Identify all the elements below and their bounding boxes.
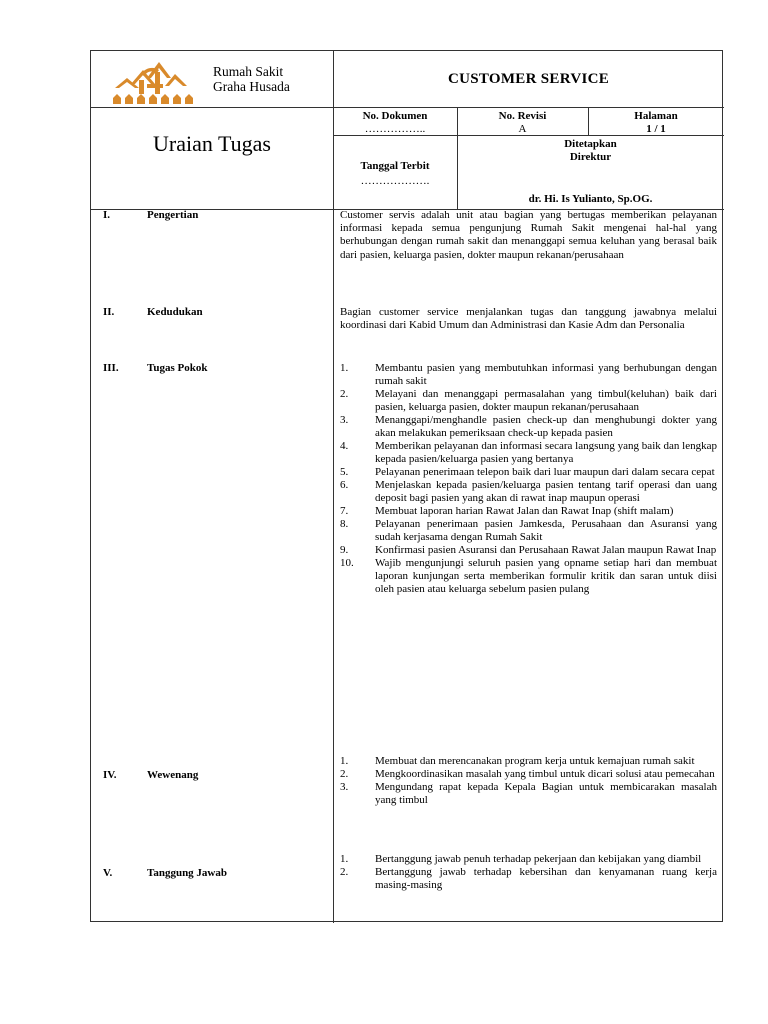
no-dokumen-value: …………….. — [364, 122, 426, 135]
no-revisi-cell — [457, 110, 588, 135]
list-item — [340, 362, 717, 388]
section-4-title: Wewenang — [147, 769, 199, 781]
hospital-name — [213, 64, 290, 94]
list-item — [340, 853, 717, 866]
list-item-text: Pelayanan penerimaan telepon baik dari luar maupun dari dalam secara cepat — [375, 466, 715, 478]
list-item — [340, 557, 717, 596]
no-dokumen-label: No. Dokumen — [362, 110, 428, 122]
list-item-number: 2. — [340, 866, 349, 878]
list-item-text: Wajib mengunjungi seluruh pasien yang opname setiap hari dan membuat laporan kunjungan serta memberikan formulir kritik dan saran untuk diisi oleh pasien atau keluarga sebelum pasien pulang — [375, 557, 717, 595]
section-4-number: IV. — [103, 769, 117, 781]
section-1-number: I. — [103, 209, 111, 221]
list-item-text: Mengkoordinasikan masalah yang timbul untuk dicari solusi atau pemecahan — [375, 768, 715, 780]
list-item-text: Membantu pasien yang membutuhkan informasi yang berhubungan dengan rumah sakit — [375, 362, 717, 387]
list-item — [340, 440, 717, 466]
list-item-text: Menjelaskan kepada pasien/keluarga pasien tentang tarif operasi dan uang deposit bagi pasien yang akan di rawat inap maupun operasi — [375, 479, 717, 504]
list-item-number: 3. — [340, 414, 349, 426]
no-dokumen-cell — [333, 110, 457, 135]
list-item-number: 10. — [340, 557, 354, 569]
halaman-label: Halaman — [634, 110, 678, 122]
list-item-number: 1. — [340, 853, 349, 865]
section-5-list — [340, 853, 717, 892]
list-item-number: 9. — [340, 544, 349, 556]
list-item — [340, 544, 717, 557]
section-3-title: Tugas Pokok — [147, 362, 208, 374]
list-item — [340, 866, 717, 892]
hospital-name-line1: Rumah Sakit — [213, 64, 284, 79]
section-4-list — [340, 755, 717, 807]
section-2-number: II. — [103, 306, 115, 318]
list-item-text: Membuat dan merencanakan program kerja untuk kemajuan rumah sakit — [375, 755, 695, 767]
tanggal-terbit-value: ………………. — [360, 175, 430, 187]
section-1-title: Pengertian — [147, 209, 199, 221]
list-item-text: Bertanggung jawab terhadap kebersihan dan kenyamanan ruang kerja masing-masing — [375, 866, 717, 891]
list-item-number: 7. — [340, 505, 349, 517]
list-item-text: Melayani dan menanggapi permasalahan yang timbul(keluhan) baik dari pasien, keluarga pasien, dokter maupun rekanan/perusahaan — [375, 388, 717, 413]
section-1-text: Customer servis adalah unit atau bagian yang bertugas memberikan pelayanan informasi kepada semua pengunjung Rumah Sakit mengenai hal-hal yang berhubungan dengan rumah sakit dan menanggapi semua keluhan yang berasal baik dari pasien, keluarga pasien, dokter maupun rekanan/perusahaan — [340, 209, 717, 261]
ditetapkan-label: Ditetapkan — [564, 138, 617, 150]
list-item-number: 1. — [340, 755, 349, 767]
ditetapkan-cell — [457, 138, 724, 163]
list-item-number: 2. — [340, 768, 349, 780]
no-revisi-value: A — [518, 122, 527, 135]
list-item — [340, 768, 717, 781]
list-item — [340, 518, 717, 544]
list-item-text: Menanggapi/menghandle pasien check-up dan menghubungi dokter yang akan melakukan pemeriksaan check-up kepada pasien — [375, 414, 717, 439]
list-item — [340, 388, 717, 414]
section-2-title: Kedudukan — [147, 306, 203, 318]
list-item-text: Bertanggung jawab penuh terhadap pekerjaan dan kebijakan yang diambil — [375, 853, 702, 865]
tanggal-terbit-cell — [333, 159, 457, 189]
list-item-text: Pelayanan penerimaan pasien Jamkesda, Perusahaan dan Asuransi yang sudah kerjasama dengan Rumah Sakit — [375, 518, 717, 543]
section-3-number: III. — [103, 362, 119, 374]
list-item — [340, 505, 717, 518]
list-item-number: 2. — [340, 388, 349, 400]
halaman-value: 1 / 1 — [646, 122, 666, 135]
section-3-list — [340, 362, 717, 596]
signatory-name: dr. Hi. Is Yulianto, Sp.OG. — [528, 193, 653, 205]
section-5-number: V. — [103, 867, 113, 879]
direktur-label: Direktur — [569, 150, 612, 163]
list-item — [340, 414, 717, 440]
list-item-number: 3. — [340, 781, 349, 793]
list-item-number: 4. — [340, 440, 349, 452]
document-type: Uraian Tugas — [153, 131, 271, 156]
list-item-number: 1. — [340, 362, 349, 374]
no-revisi-label: No. Revisi — [498, 110, 547, 122]
halaman-cell — [588, 110, 724, 135]
list-item — [340, 479, 717, 505]
list-item — [340, 781, 717, 807]
doc-info-line — [333, 135, 724, 136]
document-title: CUSTOMER SERVICE — [447, 71, 610, 87]
list-item-number: 5. — [340, 466, 349, 478]
sop-document — [90, 50, 723, 922]
list-item — [340, 466, 717, 479]
list-item-text: Membuat laporan harian Rawat Jalan dan Rawat Inap (shift malam) — [375, 505, 674, 517]
list-item-text: Mengundang rapat kepada Kepala Bagian untuk membicarakan masalah yang timbul — [375, 781, 717, 806]
list-item — [340, 755, 717, 768]
list-item-text: Memberikan pelayanan dan informasi secara langsung yang baik dan lengkap kepada pasien/keluarga pasien yang bertanya — [375, 440, 717, 465]
body-divider — [333, 209, 334, 923]
list-item-number: 6. — [340, 479, 349, 491]
section-2-text: Bagian customer service menjalankan tugas dan tanggung jawabnya melalui koordinasi dari Kabid Umum dan Administrasi dan Kasie Adm dan Personalia — [340, 306, 717, 332]
tanggal-terbit-label: Tanggal Terbit — [360, 160, 430, 172]
list-item-number: 8. — [340, 518, 349, 530]
list-item-text: Konfirmasi pasien Asuransi dan Perusahaan Rawat Jalan maupun Rawat Inap — [375, 544, 717, 556]
hospital-logo — [109, 58, 195, 112]
hospital-name-line2: Graha Husada — [213, 79, 290, 94]
section-5-title: Tanggung Jawab — [147, 867, 227, 879]
